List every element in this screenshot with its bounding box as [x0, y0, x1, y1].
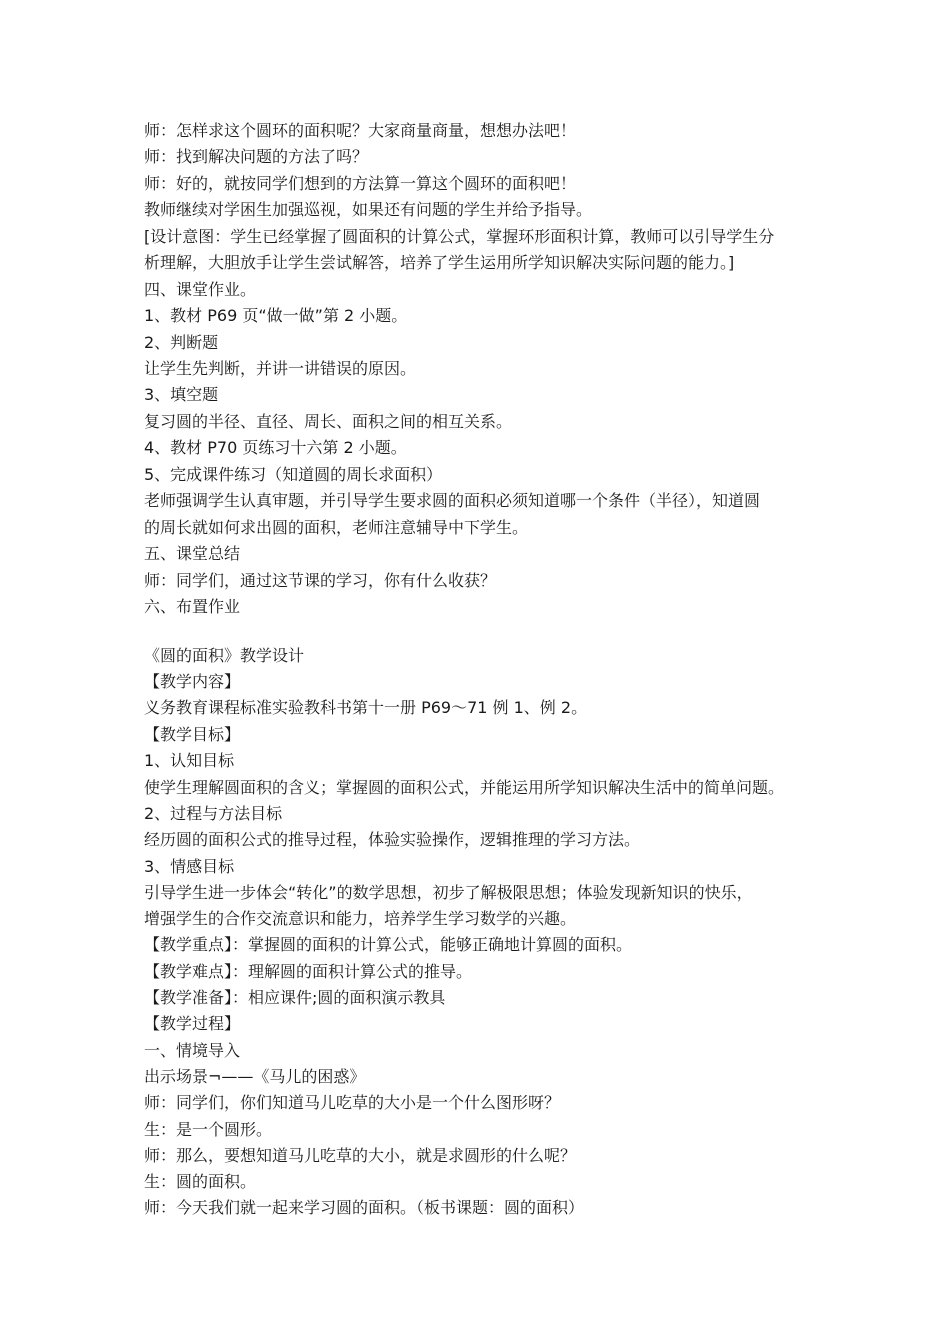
- text-line: 经历圆的面积公式的推导过程，体验实验操作，逻辑推理的学习方法。: [144, 830, 641, 849]
- text-line: 生：圆的面积。: [144, 1172, 257, 1191]
- text-line: 1、教材 P69 页“做一做”第 2 小题。: [144, 306, 408, 325]
- text-line: 师：怎样求这个圆环的面积呢？大家商量商量，想想办法吧！: [144, 121, 577, 140]
- text-line: 义务教育课程标准实验教科书第十一册 P69～71 例 1、例 2。: [144, 698, 588, 717]
- text-line: 3、填空题: [144, 385, 219, 404]
- text-line: 引导学生进一步体会“转化”的数学思想，初步了解极限思想；体验发现新知识的快乐，: [144, 883, 753, 902]
- text-line: [设计意图：学生已经掌握了圆面积的计算公式，掌握环形面积计算，教师可以引导学生分: [144, 227, 775, 246]
- text-line: 师：好的，就按同学们想到的方法算一算这个圆环的面积吧！: [144, 174, 577, 193]
- text-line: 3、情感目标: [144, 857, 235, 876]
- text-line: 5、完成课件练习（知道圆的周长求面积）: [144, 465, 443, 484]
- text-line: 【教学难点】：理解圆的面积计算公式的推导。: [144, 962, 473, 981]
- text-line: 生：是一个圆形。: [144, 1120, 273, 1139]
- text-line: 【教学重点】：掌握圆的面积的计算公式，能够正确地计算圆的面积。: [144, 935, 633, 954]
- text-line: 复习圆的半径、直径、周长、面积之间的相互关系。: [144, 412, 513, 431]
- text-line: 教师继续对学困生加强巡视，如果还有问题的学生并给予指导。: [144, 200, 593, 219]
- text-line: 1、认知目标: [144, 751, 235, 770]
- text-line: 师：同学们，你们知道马儿吃草的大小是一个什么图形呀？: [144, 1093, 561, 1112]
- section-heading: 五、课堂总结: [144, 544, 241, 563]
- text-line: 【教学准备】：相应课件;圆的面积演示教具: [144, 988, 446, 1007]
- text-line: 的周长就如何求出圆的面积，老师注意辅导中下学生。: [144, 518, 529, 537]
- text-line: 出示场景¬——《马儿的困惑》: [144, 1067, 366, 1086]
- document-title: 《圆的面积》教学设计: [144, 646, 305, 665]
- section-heading: 【教学内容】: [144, 672, 241, 691]
- section-heading: 【教学目标】: [144, 725, 241, 744]
- text-line: 师：那么，要想知道马儿吃草的大小，就是求圆形的什么呢？: [144, 1146, 577, 1165]
- text-line: 4、教材 P70 页练习十六第 2 小题。: [144, 438, 407, 457]
- text-line: 增强学生的合作交流意识和能力，培养学生学习数学的兴趣。: [144, 909, 577, 928]
- text-line: 师：同学们，通过这节课的学习，你有什么收获？: [144, 571, 497, 590]
- text-line: 2、判断题: [144, 333, 219, 352]
- text-line: 老师强调学生认真审题，并引导学生要求圆的面积必须知道哪一个条件（半径），知道圆: [144, 491, 761, 510]
- section-heading: 六、布置作业: [144, 597, 241, 616]
- text-line: 让学生先判断，并讲一讲错误的原因。: [144, 359, 417, 378]
- text-line: 师：今天我们就一起来学习圆的面积。（板书课题：圆的面积）: [144, 1198, 585, 1217]
- section-heading: 【教学过程】: [144, 1014, 241, 1033]
- text-line: 2、过程与方法目标: [144, 804, 283, 823]
- text-line: 析理解，大胆放手让学生尝试解答，培养了学生运用所学知识解决实际问题的能力。]: [144, 253, 735, 272]
- text-line: 使学生理解圆面积的含义；掌握圆的面积公式，并能运用所学知识解决生活中的简单问题。: [144, 778, 785, 797]
- section-heading: 一、情境导入: [144, 1041, 241, 1060]
- text-line: 师：找到解决问题的方法了吗？: [144, 147, 369, 166]
- section-heading: 四、课堂作业。: [144, 280, 257, 299]
